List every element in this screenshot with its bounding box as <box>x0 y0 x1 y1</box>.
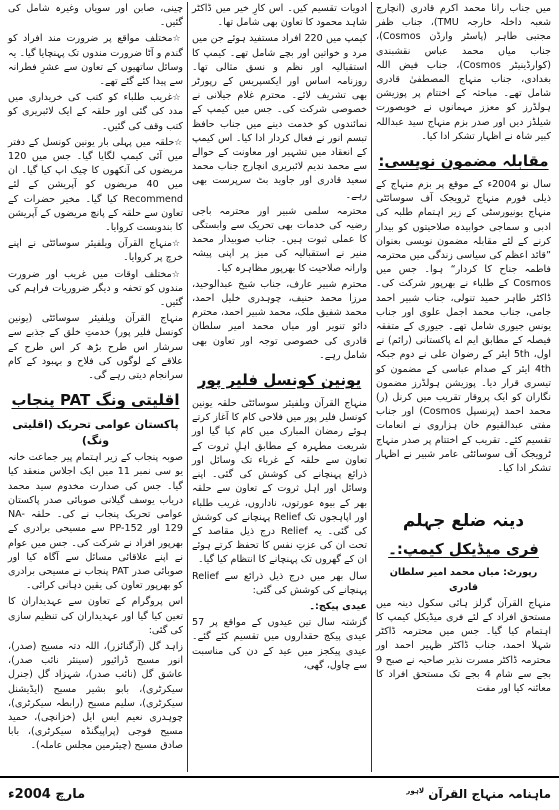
paragraph: سال بھر میں درج ذیل ذرائع سے Relief پہنچانے کی کوشش کی گئی: <box>192 570 367 596</box>
paragraph: صوبہ پنجاب کے زیر اہتمام پیر جماعت خانہ یو سی نمبر 11 میں ایک اجلاس منعقد کیا گیا۔ جس کی صدارت مخدوم سید محمد دریاب یوسف گیلانی صوبائی صدر پاکستان عوامی تحریک پنجاب نے کی۔ حلقہ NA-129 اور PP-152 سے مسیحی برادری کے بھرپور افراد نے شرکت کی۔ جس میں عوام نے اپنے علاقائی مسائل سے آگاہ کیا اور صوبائی صدر PAT پنجاب نے مسیحی برادری کو بھرپور تعاون کی یقین دہانی کرائی۔ <box>8 452 184 592</box>
paragraph: کیمپ میں 220 افراد مستفید ہوئے جن میں مرد و خواتین اور بچے شامل تھے۔ کیمپ کا استقبالیہ اور نظم و نسق مثالی تھا۔ روزنامہ اساس اور ایکسپریس کے رپورٹر بھی تشریف لائے۔ محترم غلام جیلانی نے خصوصی شرکت کی۔ جس میں کیمپ کے نمائندوں کو خدمت دینے میں جناب حافظ تبسم انور نے فعال کردار ادا کیا۔ اس کیمپ کے انعقاد میں تشہیر اور معاونت کے حوالے سے محمد ندیم لائبریری انچارج جناب محمد سعید قادری اور جاوید بٹ سرپرست بھی رہے۔ <box>192 33 367 201</box>
column-middle <box>188 2 372 772</box>
list-item: ☆ حلقہ میں پہلی بار یونین کونسل کے دفتر میں آئی کیمپ لگایا گیا۔ جس میں 120 مریضوں کی آنکھوں کا چیک اپ کیا گیا۔ ان میں 40 مریضوں کو آپریشن کے لئے Recommend کیا گیا۔ مخیر حضرات کے تعاون سے حلقہ کے پانچ مریضوں کے آپریشن کا بندوبست کروایا۔ <box>8 136 183 235</box>
page-footer <box>0 776 559 810</box>
paragraph: منہاج القرآن گرلز ہائی سکول دینہ میں مستحق افراد کے لئے فری میڈیکل کیمپ کا اہتمام کیا گیا۔ جس میں محترمہ ڈاکٹر شہلا احمد، جناب ڈاکٹر ظہیر احمد اور محترمہ ڈاکٹر مسرت نذیر صاحبہ نے صبح 9 بجے سے شام 4 بجے تک مستحق افراد کا معائنہ کیا اور مفت <box>376 597 551 694</box>
paragraph: منہاج القرآن ویلفیئر سوسائٹی (یونین کونسل فلیر پور) خدمتِ خلق کے جذبے سے سرشار اس طرح بڑھ کر اس طرح کے علاقے کے لوگوں کی فلاح و بہبود کے کام سرانجام دیتی رہے گی۔ <box>8 313 183 382</box>
subheading: پاکستان عوامی تحریک (اقلیتی ونگ) <box>12 418 179 448</box>
list-item: ☆ مختلف مواقع پر ضرورت مند افراد کو گندم و آٹا ضرورت مندوں تک پہنچایا گیا۔ یہ وسائل ساتھیوں کے تعاون سے عشرِ فطرانہ سے پیدا کئے گئے تھے۔ <box>8 32 183 89</box>
paragraph: محترمہ سلمی شبیر اور محترمہ باجی رضیہ کی خدمات بھی تحریک سے وابستگی کا عملی ثبوت ہیں۔ جناب صوبیدار محمد منیر نے استقبالیہ کی میز پر اپنی پیشہ وارانہ صلاحیت کا بھرپور مظاہرہ کیا۔ <box>192 205 367 274</box>
reporter-line: رپورٹ: میاں محمد امیر سلطان قادری <box>389 567 538 593</box>
list-item: ☆ منہاج القرآن ویلفیئر سوسائٹی نے اپنے خرچ پر کروایا۔ <box>8 237 183 265</box>
column-left <box>4 2 188 772</box>
paragraph: گزشتہ سال تین عیدوں کے مواقع پر 57 عیدی پیکج حقداروں میں تقسیم کئے گئے۔ عیدی پیکجز میں عید کے دن کی مناسبت سے چاول، گھی، <box>192 617 367 671</box>
issue-date: مارچ 2004ء <box>8 786 86 802</box>
section-heading-district: دینہ ضلع جہلم <box>402 511 525 532</box>
magazine-city: لاہور <box>406 787 425 795</box>
paragraph: محترم شبیر عارف، جناب شیخ عبدالوحید، مرزا محمد حنیف، چوہدری خلیل احمد، محمد شفیق ملک، محمد شبیر احمد، محترم دائو تنویر اور میاں محمد امیر سلطان قادری کی خصوصی توجہ اور تعاون بھی شامل رہے۔ <box>192 278 367 361</box>
list-item: ☆ مختلف اوقات میں غریب اور ضرورت مندوں کو تحفہ و دیگر ضروریات فراہم کی گئیں۔ <box>8 268 183 311</box>
eid-package-heading: عیدی پیکج:۔ <box>309 600 367 612</box>
column-right <box>372 2 555 772</box>
section-heading-union-council: یونین کونسل فلیر پور <box>197 371 362 390</box>
paragraph: سال نو 2004ء کے موقع پر بزم منہاج کے ذیلی فورم منہاج ٹرویجک آف سوسائٹی منہاج یونیورسٹی کے زیر اہتمام طلبہ کی ادبی و سماجی خوابیدہ صلاحیتوں کو بیدار کرنے کے لئے مقابلہ مضمون نویسی بعنوان ”قائد اعظم کی سیاسی زندگی میں محترمہ فاطمہ جناح کا کردار“ ہوا۔ جس میں Cosmos کے طلباء نے بھرپور شرکت کی۔ ڈاکٹر طاہر حمید تنولی، جناب شبیر احمد جامی، جناب محمد اجمل علوی اور جناب یونس جیوری شامل تھے۔ جیوری کے متفقہ فیصلہ کے مطابق ایم اے پاکستانی (رائم) نے اول، 5th ایئر کے رضوان علی نے دوم جبکہ 4th ایئر کے صدام عباسی کے مضمون کو تیسری قرار دیا۔ پوزیشن ہولڈرز مضمون نگاران کو ایک پروقار تقریب میں کرنل (ر) محمد احمد (پرنسپل Cosmos) اور جناب مفتی عبدالقیوم خان ہزاروی نے انعامات تقسیم کئے۔ تقریب کے اختتام پر صدر منہاج ٹرویجک آف سوسائٹی عامر شبیر نے اظہار تشکر ادا کیا۔ <box>376 179 551 475</box>
list-item: ☆ غریب طلباء کو کتب کی خریداری میں مدد کی گئی اور حلقہ کے ایک لائبریری کو کتب وقف کی گئیں۔ <box>8 91 183 134</box>
magazine-title: ماہنامہ منہاج القرآن $^{لاہور}$ <box>406 787 551 801</box>
paragraph: اس پروگرام کے تعاون سے عہدیداران کا تعین کیا گیا اور عہدیداران کی تنظیم سازی کی گئی: <box>8 596 183 636</box>
paragraph: منہاج القرآن ویلفیئر سوسائٹی حلقہ یونین کونسل فلیر پور میں فلاحی کام کا آغاز کرتے ہوئے رمضان المبارک میں کام کیا گیا اور شریعت مطہرہ کے مطابق اہلِ ثروت کے تعاون سے حلقہ کے غرباء تک وسائل اور ذرائع پہنچانے کی کوشش کی گئی۔ اپنے وسائل اور اہل ثروت کے تعاون سے حلقہ بھر کے بیوہ عورتوں، ناداروں، غریب طلباء اور اپاہجوں تک Relief پہنچانے کی کوشش کی گئی۔ یہ Relief درج ذیل مقاصد کے تحت ان کی عزتِ نفس کا تحفظ کرتے ہوئے ان کے گھروں تک پہنچانے کا انتظام کیا گیا۔ <box>192 398 367 566</box>
paragraph: ادویات تقسیم کیں۔ اس کارِ خیر میں ڈاکٹر شاہد محمود کا تعاون بھی شامل تھا۔ <box>192 3 367 29</box>
section-heading-essay: مقابلہ مضمون نویسی: <box>378 152 549 171</box>
paragraph: میں جناب رانا محمد اکرم قادری (انچارج شعبہ داخلہ خارجہ TMU)، جناب ظفر مجتبی طاہر (پاسٹر وارڈن Cosmos)، جناب میاں محمد عباس نقشبندی (کوارڈینیٹر Cosmos)، جناب فیض اللہ بغدادی، جناب منہاج المصطفیٰ قادری شامل تھے۔ مباحثہ کے اختتام پر پوزیشن ہولڈرز کو معزز مہمانوں نے خوبصورت شیلڈز دیں اور صدر بزم منہاج سید عبداللہ کبیر شاہ نے اظہار تشکر ادا کیا۔ <box>376 3 551 142</box>
paragraph: زاہد گل (آرگنائزر)، اللہ دتہ مسیح (صدر)، انور مسیح ڈرائیور (سینئر نائب صدر)، عاشق گل (نائب صدر)، شہزاد گل (جنرل سیکرٹری)، بابو بشیر مسیح (ایڈیشنل سیکرٹری)، سلیم مسیح (رابطہ سیکرٹری)، چوہدری نعیم ایس ایل (خزانچی)، حمید مسیح فوجی (پراپیگنڈہ سیکرٹری)، بابا صادق مسیح (چیئرمین مجلس عاملہ)۔ <box>8 640 183 752</box>
section-heading-minority-wing: اقلیتی ونگ PAT پنجاب <box>11 391 180 410</box>
paragraph: چینی، صابن اور سویاں وغیرہ شامل کی گئیں۔ <box>8 3 183 29</box>
article-columns <box>4 2 555 772</box>
section-heading-camp: فری میڈیکل کیمپ:۔ <box>388 540 539 559</box>
